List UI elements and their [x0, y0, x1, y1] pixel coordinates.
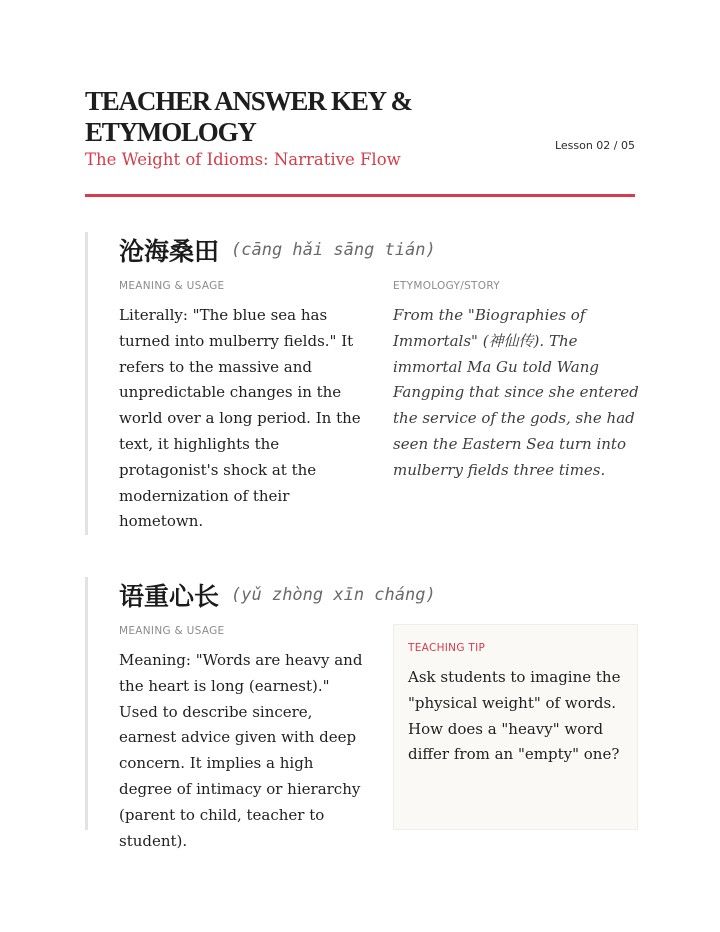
etymology-label: ETYMOLOGY/STORY — [393, 280, 500, 292]
meaning-text: Literally: "The blue sea has turned into mulberry fields." It refers to the massive and unpredictable changes in the world over a long period. In the text, it highlights the protagonist's shock at the modernization of their hometown. — [119, 306, 361, 531]
teaching-tip-box — [393, 624, 638, 830]
page-title: TEACHER ANSWER KEY & ETYMOLOGY — [85, 86, 412, 147]
lesson-indicator: Lesson 02 / 05 — [554, 139, 635, 152]
teaching-tip-label: TEACHING TIP — [408, 642, 486, 654]
idiom-pinyin: (yǔ zhòng xīn cháng) — [231, 585, 436, 605]
idiom-pinyin: (cāng hǎi sāng tián) — [231, 240, 436, 260]
idiom-characters: 沧海桑田 — [119, 237, 220, 266]
idiom-characters: 语重心长 — [119, 582, 220, 611]
header-divider — [85, 194, 635, 197]
idiom-entry-canghai-sangtian — [85, 232, 639, 535]
idiom-entry-yuzhong-xinchang — [85, 577, 635, 850]
idiom-heading — [119, 232, 436, 268]
meaning-label: MEANING & USAGE — [119, 280, 225, 292]
teaching-tip-text: Ask students to imagine the "physical weight" of words. How does a "heavy" word differ from an "empty" one? — [408, 668, 621, 764]
meaning-label: MEANING & USAGE — [119, 625, 225, 637]
meaning-text: Meaning: "Words are heavy and the heart is long (earnest)." Used to describe sincere, earnest advice given with deep concern. It implies a high degree of intimacy or hierarchy (parent to child, teacher to student). — [119, 651, 363, 850]
idiom-heading — [119, 577, 436, 613]
page-subtitle: The Weight of Idioms: Narrative Flow — [85, 150, 401, 169]
page-header — [85, 86, 635, 198]
etymology-text: From the "Biographies of Immortals" (神仙传). The immortal Ma Gu told Wang Fangping that since she entered the service of the gods, she had seen the Eastern Sea turn into mulberry fields three times. — [393, 306, 639, 479]
